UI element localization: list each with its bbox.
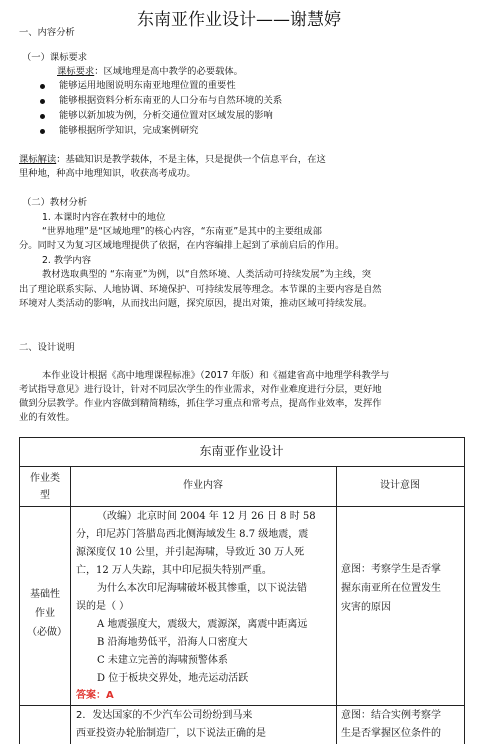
table-header-type-text: 作业类型 <box>30 473 60 501</box>
bullet-item: 能够根据资料分析东南亚的人口分布与自然环境的关系 <box>59 95 283 106</box>
document-title: 东南亚作业设计——谢慧婷 <box>137 10 341 30</box>
option-b: B 沿海地势低平，沿海人口密度大 <box>97 637 248 648</box>
question-text-line: （改编）北京时间 2004 年 12 月 26 日 8 时 58 <box>97 511 316 522</box>
table-header-content: 作业内容 <box>183 480 223 491</box>
interpretation-label: 课标解读 <box>19 154 57 165</box>
row-type-text: 基础性作业（必做） <box>27 589 67 638</box>
interpretation-line <box>19 154 326 166</box>
subheading-curriculum-requirement <box>22 52 87 64</box>
question-text-line: 源深度仅 10 公里，并引起海啸，导致近 30 万人死 <box>76 547 305 558</box>
question-text-line: 为什么本次印尼海啸破坏极其惨重，以下说法错 <box>97 583 307 594</box>
row-type-label <box>21 585 69 642</box>
table-border <box>19 437 464 438</box>
option-a: A 地震强度大，震级大，震源深，离震中距离远 <box>97 619 308 630</box>
intent-text-line: 生是否掌握区位条件的 <box>341 728 441 739</box>
option-c: C 未建立完善的海啸预警体系 <box>97 655 228 666</box>
option-d: D 位于板块交界处，地壳运动活跃 <box>97 673 249 684</box>
textbook-paragraph-line: 教材选取典型的 “东南亚”为例，以“自然环境、人类活动可持续发展”为主线，突 <box>42 269 372 280</box>
textbook-point-1: 1. 本课时内容在教材中的地位 <box>42 212 166 223</box>
textbook-paragraph-line: 出了理论联系实际、人地协调、环境保护、可持续发展等理念。本节课的主要内容是自然 <box>19 284 382 295</box>
question-text-line: 误的是（ ） <box>76 601 130 612</box>
question-text-line: 2．发达国家的不少汽车公司纷纷到马来 <box>76 710 253 721</box>
table-border <box>336 466 337 744</box>
textbook-paragraph-line: 分。同时又为复习区域地理提供了依据，在内容编排上起到了承前启后的作用。 <box>19 240 345 251</box>
table-border <box>19 466 464 467</box>
design-paragraph-line: 业的有效性。 <box>19 412 75 423</box>
table-border <box>19 437 20 744</box>
bullet-icon <box>40 99 45 104</box>
textbook-point-2: 2. 教学内容 <box>42 255 92 266</box>
table-border <box>70 466 71 744</box>
bullet-icon <box>40 114 45 119</box>
design-paragraph-line: 本作业设计根据《高中地理课程标准》（2017 年版）和《福建省高中地理学科教学与 <box>42 370 390 381</box>
table-title: 东南亚作业设计 <box>199 444 284 458</box>
question-text-line: 西亚投资办轮胎制造厂，以下说法正确的是 <box>76 728 266 739</box>
bullet-item: 能够根据所学知识，完成案例研究 <box>59 125 199 136</box>
textbook-paragraph-line: 环境对人类活动的影响，从而找出问题，探究原因，提出对策，推动区域可持续发展。 <box>19 298 373 309</box>
bullet-icon <box>40 84 45 89</box>
textbook-paragraph-line: “世界地理”是“区域地理”的核心内容，“东南亚”是其中的主要组成部 <box>42 226 322 237</box>
table-border <box>19 705 464 706</box>
table-border <box>464 437 465 744</box>
interpretation-text: ：基础知识是教学载体，不是主体，只是提供一个信息平台，在这 <box>56 154 326 165</box>
bullet-item: 能够运用地图说明东南亚地理位置的重要性 <box>59 80 236 91</box>
question-text-line: 分，印尼苏门答腊岛西北侧海域发生 8.7 级地震，震 <box>76 529 309 540</box>
subheading-textbook-analysis: （二）教材分析 <box>22 197 88 208</box>
table-border <box>19 506 464 507</box>
curriculum-requirement-label: 课标要求 <box>57 66 95 77</box>
intent-text-line: 灾害的原因 <box>341 602 391 613</box>
intent-text-line: 握东南亚所在位置发生 <box>341 583 441 594</box>
section-heading-content-analysis: 一、内容分析 <box>19 27 75 38</box>
design-paragraph-line: 做到分层教学。作业内容做到精简精练，抓住学习重点和常考点，提高作业效率，发挥作 <box>19 398 382 409</box>
curriculum-requirement-text: ：区域地理是高中教学的必要载体。 <box>94 66 243 77</box>
curriculum-requirement-line <box>57 66 243 78</box>
interpretation-line-2: 里种地，种高中地理知识，收获高考成功。 <box>19 168 196 179</box>
question-text-line: 亡，12 万人失踪，其中印尼损失特别严重。 <box>76 565 272 576</box>
answer-label: 答案：A <box>76 690 114 701</box>
table-header-intent: 设计意图 <box>380 480 420 491</box>
bullet-item: 能够以新加坡为例，分析交通位置对区域发展的影响 <box>59 110 273 121</box>
bullet-icon <box>40 129 45 134</box>
subheading-curriculum-requirement-text: （一）课标要求 <box>22 52 88 63</box>
section-heading-design: 二、设计说明 <box>19 342 75 353</box>
design-paragraph-line: 考试指导意见》进行设计，针对不同层次学生的作业需求，对作业难度进行分层，更好地 <box>19 384 382 395</box>
table-header-type <box>21 470 69 504</box>
intent-text-line: 意图：考察学生是否掌 <box>341 564 441 575</box>
intent-text-line: 意图：结合实例考察学 <box>341 710 441 721</box>
